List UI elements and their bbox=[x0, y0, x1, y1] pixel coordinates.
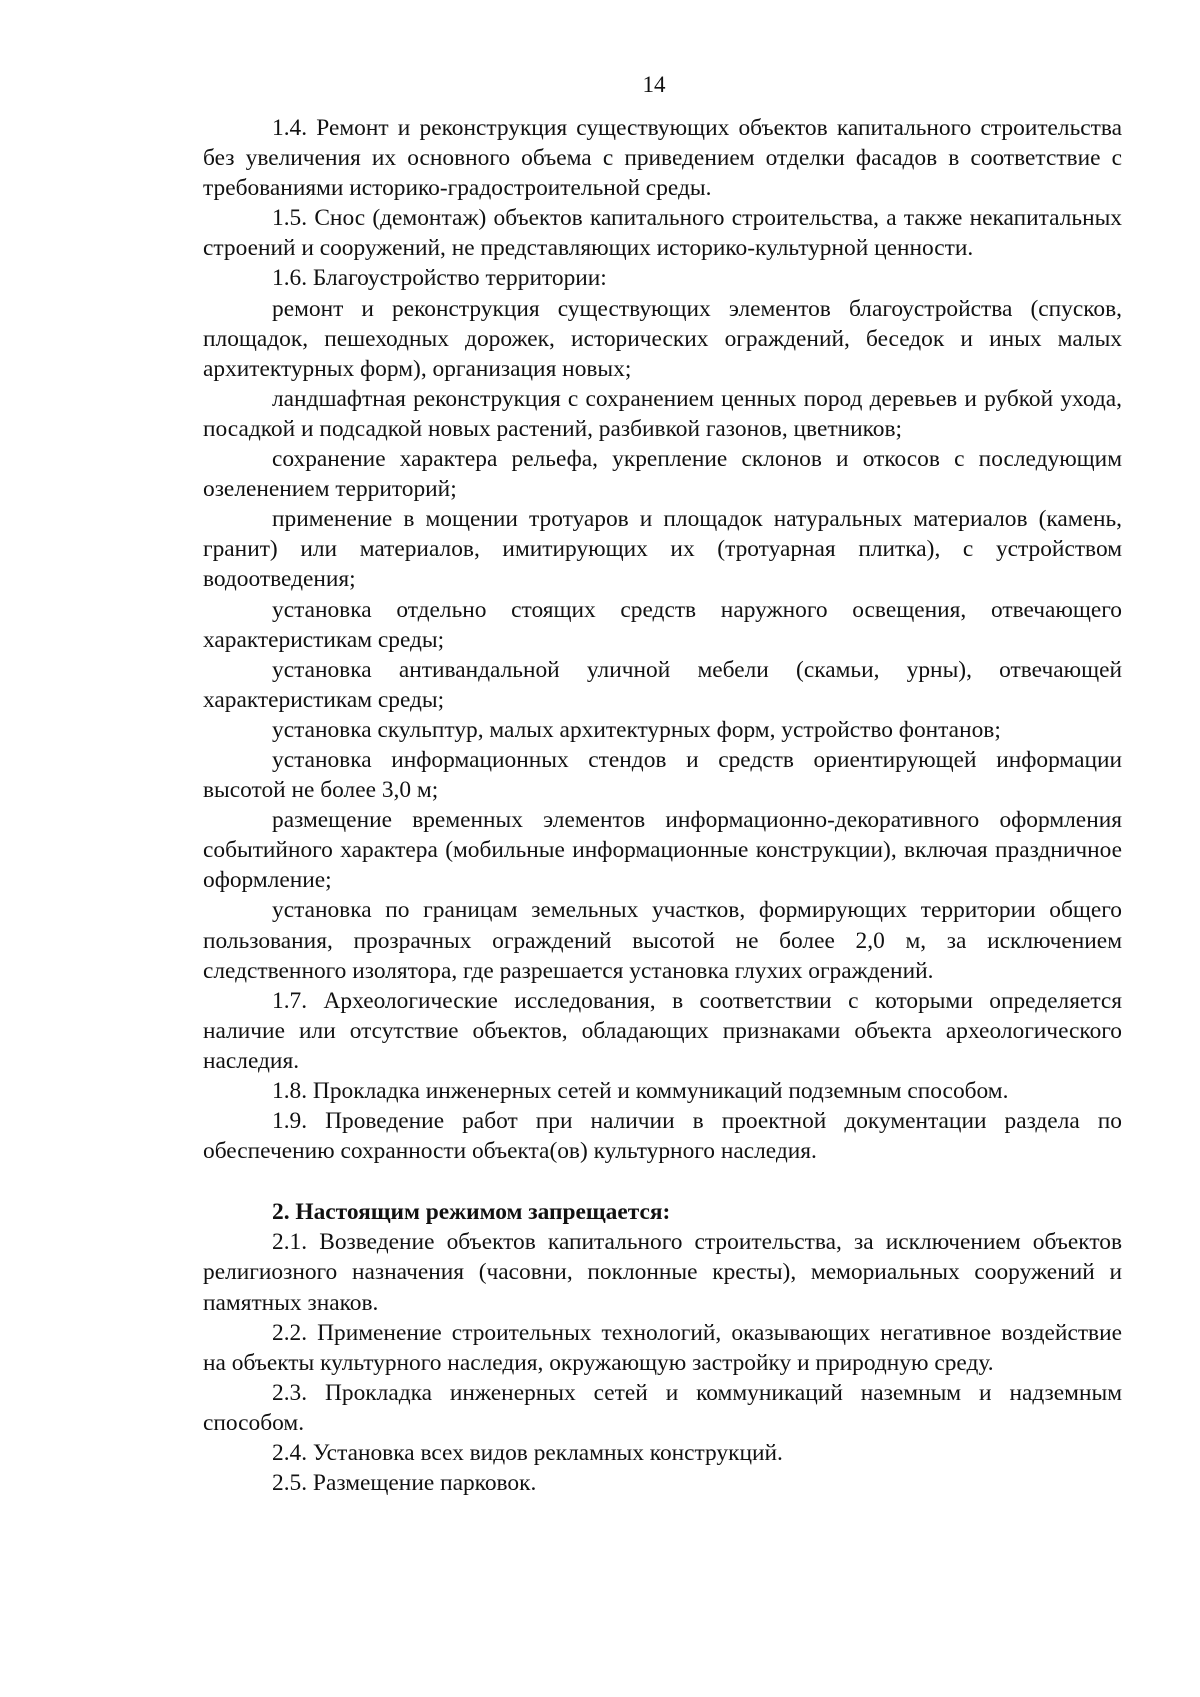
paragraph: 1.8. Прокладка инженерных сетей и коммуникаций подземным способом. bbox=[272, 1078, 1009, 1104]
list-item: ландшафтная реконструкция с сохранением ценных пород деревьев и рубкой ухода, посадкой и подсадкой новых растений, разбивкой газонов, цветников; bbox=[203, 385, 1122, 442]
list-item: установка отдельно стоящих средств наружного освещения, отвечающего характеристикам среды; bbox=[203, 596, 1122, 653]
list-item: размещение временных элементов информационно-декоративного оформления событийного характера (мобильные информационные конструкции), включая праздничное оформление; bbox=[203, 807, 1122, 894]
list-item: установка скульптур, малых архитектурных форм, устройство фонтанов; bbox=[272, 716, 1001, 743]
section-heading: 2. Настоящим режимом запрещается: bbox=[272, 1199, 671, 1226]
list-item: установка антивандальной уличной мебели (скамьи, урны), отвечающей характеристикам среды; bbox=[203, 656, 1122, 713]
paragraph: 1.7. Археологические исследования, в соответствии с которыми определяется наличие или отсутствие объектов, обладающих признаками объекта археологического наследия. bbox=[203, 987, 1122, 1074]
list-item: сохранение характера рельефа, укрепление склонов и откосов с последующим озеленением территорий; bbox=[203, 446, 1122, 503]
page-number: 14 bbox=[642, 72, 666, 97]
paragraph: 2.2. Применение строительных технологий, оказывающих негативное воздействие на объекты культурного наследия, окружающую застройку и природную среду. bbox=[203, 1319, 1122, 1376]
paragraph: 1.5. Снос (демонтаж) объектов капитального строительства, а также некапитальных строений и сооружений, не представляющих историко-культурной ценности. bbox=[203, 205, 1122, 262]
list-item: применение в мощении тротуаров и площадок натуральных материалов (камень, гранит) или материалов, имитирующих их (тротуарная плитка), с устройством водоотведения; bbox=[203, 506, 1122, 593]
document-body bbox=[203, 113, 1122, 1498]
list-item: установка информационных стендов и средств ориентирующей информации высотой не более 3,0 м; bbox=[203, 746, 1122, 804]
paragraph: 2.4. Установка всех видов рекламных конструкций. bbox=[272, 1440, 783, 1467]
paragraph: 2.3. Прокладка инженерных сетей и коммуникаций наземным и надземным способом. bbox=[203, 1379, 1122, 1436]
paragraph: 2.5. Размещение парковок. bbox=[272, 1470, 537, 1497]
paragraph: 1.4. Ремонт и реконструкция существующих объектов капитального строительства без увеличения их основного объема с приведением отделки фасадов в соответствие с требованиями историко-градостроительной среды. bbox=[203, 115, 1122, 202]
paragraph: 2.1. Возведение объектов капитального строительства, за исключением объектов религиозного назначения (часовни, поклонные кресты), мемориальных сооружений и памятных знаков. bbox=[203, 1229, 1122, 1316]
paragraph: 1.6. Благоустройство территории: bbox=[272, 265, 607, 292]
list-item: установка по границам земельных участков, формирующих территории общего пользования, прозрачных ограждений высотой не более 2,0 м, за исключением следственного изолятора, где разрешается установка глухих ограждений. bbox=[203, 897, 1122, 984]
list-item: ремонт и реконструкция существующих элементов благоустройства (спусков, площадок, пешеходных дорожек, исторических ограждений, беседок и иных малых архитектурных форм), организация новых; bbox=[203, 295, 1122, 382]
paragraph: 1.9. Проведение работ при наличии в проектной документации раздела по обеспечению сохранности объекта(ов) культурного наследия. bbox=[203, 1108, 1122, 1165]
